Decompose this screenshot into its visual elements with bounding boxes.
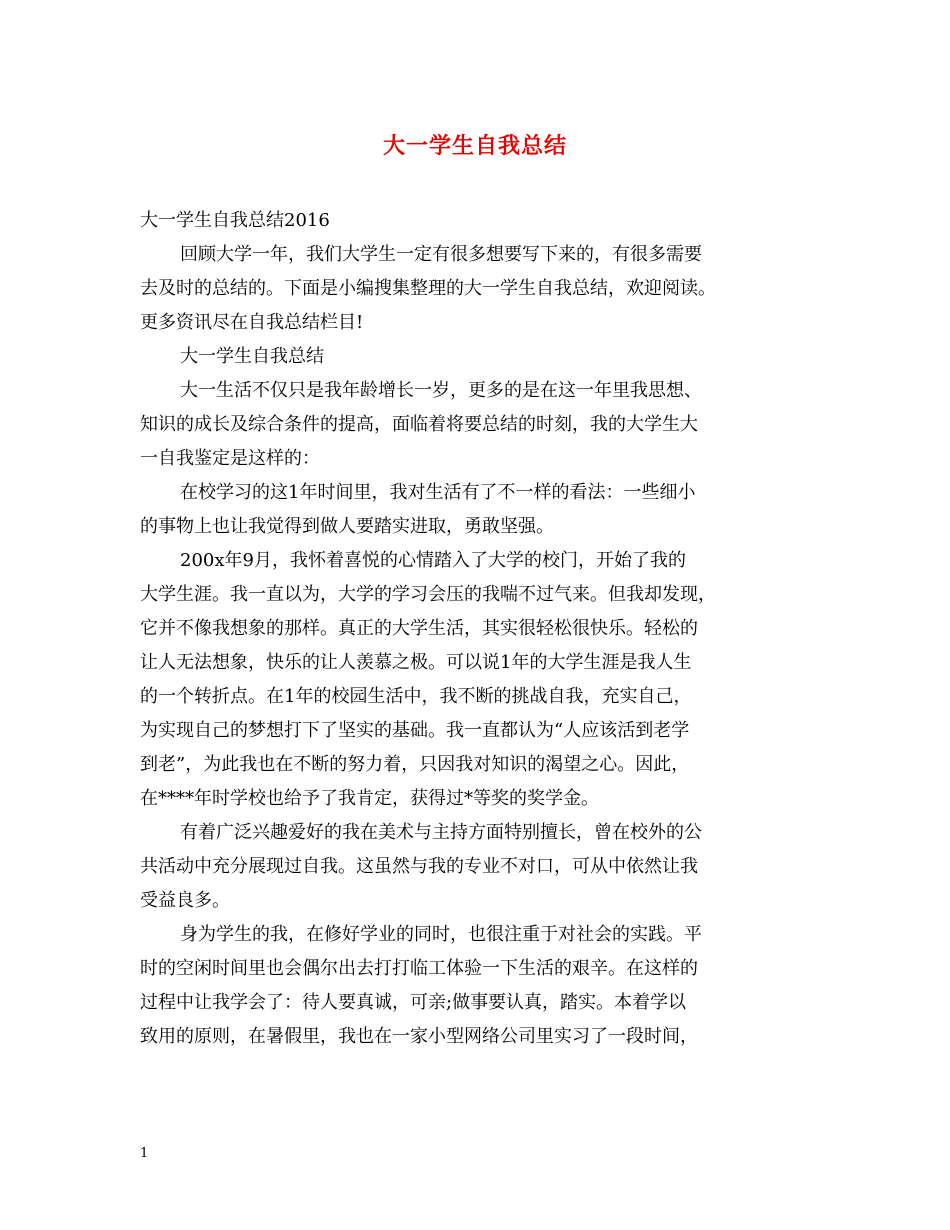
text-line: 大一学生自我总结 — [180, 346, 324, 367]
text-line: 去及时的总结的。下面是小编搜集整理的大一学生自我总结，欢迎阅读。 — [140, 278, 716, 299]
document-title: 大一学生自我总结 — [382, 134, 567, 159]
text-line: 时的空闲时间里也会偶尔出去打打临工体验一下生活的艰辛。在这样的 — [140, 958, 698, 979]
text-line: 过程中让我学会了：待人要真诚，可亲;做事要认真，踏实。本着学以 — [140, 992, 687, 1013]
text-line: 一自我鉴定是这样的： — [140, 448, 320, 469]
text-line: 它并不像我想象的那样。真正的大学生活，其实很轻松很快乐。轻松的 — [140, 618, 698, 639]
text-line: 让人无法想象，快乐的让人羡慕之极。可以说1年的大学生涯是我人生 — [140, 652, 692, 673]
text-line: 大一生活不仅只是我年龄增长一岁，更多的是在这一年里我思想、 — [180, 380, 702, 401]
page-number: 1 — [140, 1146, 149, 1161]
text-line: 在****年时学校也给予了我肯定，获得过*等奖的奖学金。 — [140, 788, 599, 809]
text-line: 在校学习的这1年时间里，我对生活有了不一样的看法：一些细小 — [180, 482, 696, 503]
text-line: 身为学生的我，在修好学业的同时，也很注重于对社会的实践。平 — [180, 924, 702, 945]
text-line: 200x年9月，我怀着喜悦的心情踏入了大学的校门，开始了我的 — [180, 550, 686, 571]
text-line: 的一个转折点。在1年的校园生活中，我不断的挑战自我，充实自己， — [140, 686, 692, 707]
text-line: 大学生涯。我一直以为，大学的学习会压的我喘不过气来。但我却发现， — [140, 584, 716, 605]
text-line: 大一学生自我总结2016 — [140, 210, 330, 231]
text-line: 为实现自己的梦想打下了坚实的基础。我一直都认为“人应该活到老学 — [140, 720, 690, 741]
text-line: 更多资讯尽在自我总结栏目! — [140, 312, 364, 333]
text-line: 的事物上也让我觉得到做人要踏实进取，勇敢坚强。 — [140, 516, 554, 537]
text-line: 致用的原则，在暑假里，我也在一家小型网络公司里实习了一段时间， — [140, 1026, 698, 1047]
text-line: 有着广泛兴趣爱好的我在美术与主持方面特别擅长，曾在校外的公 — [180, 822, 702, 843]
text-line: 共活动中充分展现过自我。这虽然与我的专业不对口，可从中依然让我 — [140, 856, 698, 877]
text-line: 受益良多。 — [140, 890, 230, 911]
text-line: 知识的成长及综合条件的提高，面临着将要总结的时刻，我的大学生大 — [140, 414, 698, 435]
text-line: 回顾大学一年，我们大学生一定有很多想要写下来的，有很多需要 — [180, 244, 702, 265]
text-line: 到老”，为此我也在不断的努力着，只因我对知识的渴望之心。因此， — [140, 754, 690, 775]
document-body — [140, 204, 812, 1054]
